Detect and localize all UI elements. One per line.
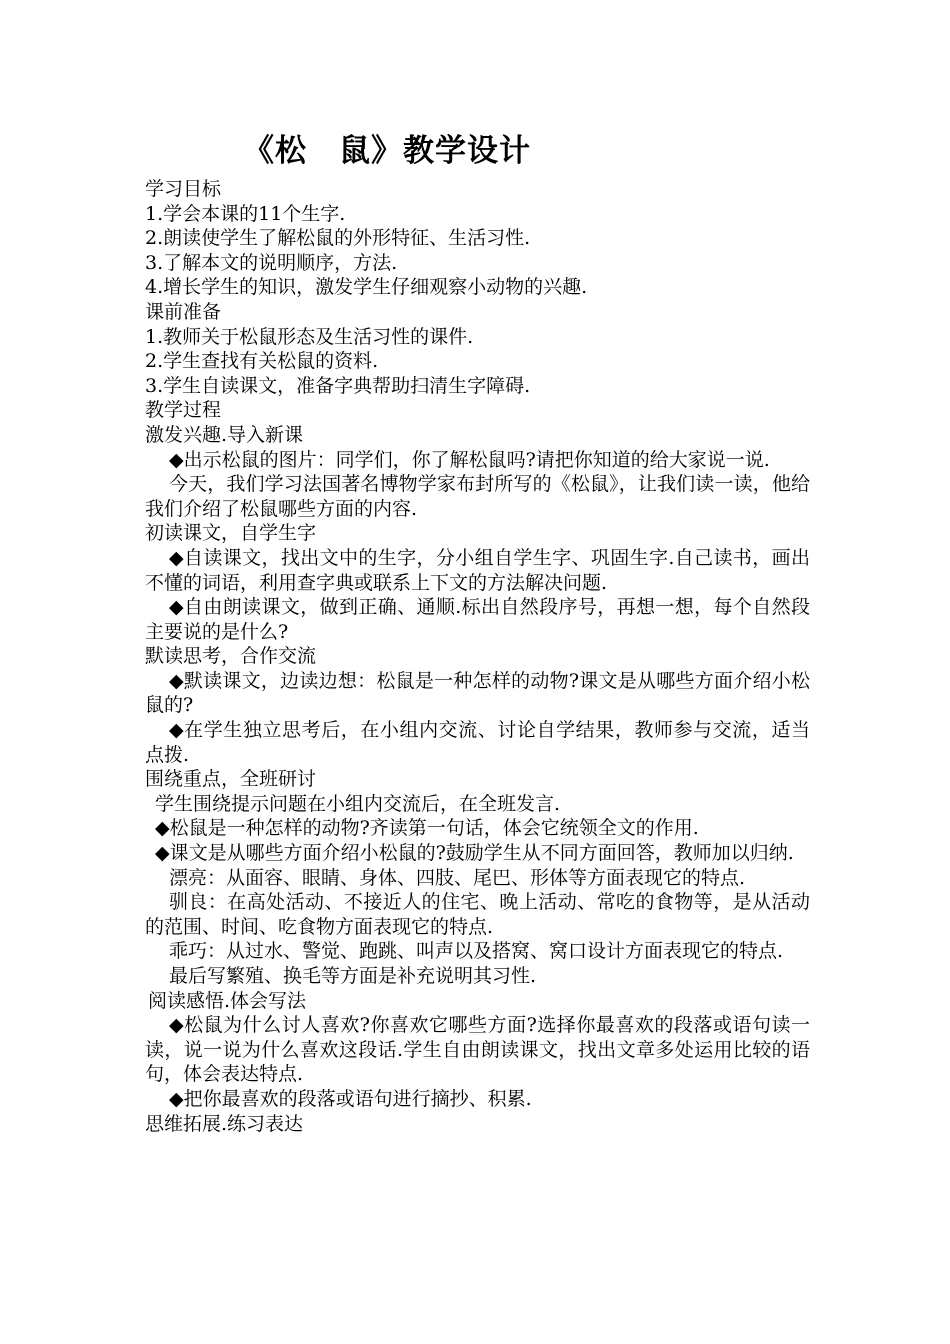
- section-heading-preparation: 课前准备: [145, 300, 222, 323]
- paragraph: 驯良：在高处活动、不接近人的住宅、晚上活动、常吃的食物等，是从活动的范围、时间、吃食物方面表现它的特点.: [145, 891, 810, 938]
- list-item: 2.学生查找有关松鼠的资料.: [145, 350, 379, 373]
- paragraph: ◆松鼠是一种怎样的动物?齐读第一句话，体会它统领全文的作用.: [155, 817, 699, 840]
- paragraph: 学生围绕提示问题在小组内交流后，在全班发言.: [155, 792, 561, 815]
- paragraph: 漂亮：从面容、眼睛、身体、四肢、尾巴、形体等方面表现它的特点.: [169, 866, 746, 889]
- paragraph: ◆在学生独立思考后，在小组内交流、讨论自学结果，教师参与交流，适当点拨.: [145, 719, 810, 766]
- paragraph: ◆课文是从哪些方面介绍小松鼠的?鼓励学生从不同方面回答，教师加以归纳.: [155, 842, 794, 865]
- list-item: 3.了解本文的说明顺序，方法.: [145, 251, 398, 274]
- section-heading-extension: 思维拓展.练习表达: [145, 1112, 304, 1135]
- paragraph: ◆出示松鼠的图片：同学们，你了解松鼠吗?请把你知道的给大家说一说.: [169, 448, 770, 471]
- paragraph: 最后写繁殖、换毛等方面是补充说明其习性.: [169, 965, 537, 987]
- paragraph: 今天，我们学习法国著名博物学家布封所写的《松鼠》，让我们读一读，他给我们介绍了松鼠哪些方面的内容.: [145, 473, 810, 520]
- section-heading-silent-reading: 默读思考，合作交流: [145, 645, 317, 668]
- section-heading-reading-insight: 阅读感悟.体会写法: [148, 989, 307, 1012]
- paragraph: ◆默读课文，边读边想：松鼠是一种怎样的动物?课文是从哪些方面介绍小松鼠的?: [145, 669, 810, 717]
- paragraph: ◆自由朗读课文，做到正确、通顺.标出自然段序号，再想一想，每个自然段主要说的是什么?: [145, 596, 810, 643]
- paragraph: ◆把你最喜欢的段落或语句进行摘抄、积累.: [169, 1087, 532, 1110]
- document-title: 《松 鼠》教学设计: [243, 133, 531, 169]
- section-heading-intro: 激发兴趣.导入新课: [145, 423, 304, 446]
- paragraph: ◆自读课文，找出文中的生字，分小组自学生字、巩固生字.自己读书，画出不懂的词语，利用查字典或联系上下文的方法解决问题.: [145, 546, 810, 594]
- list-item: 3.学生自读课文，准备字典帮助扫清生字障碍.: [145, 374, 531, 397]
- paragraph: ◆松鼠为什么讨人喜欢?你喜欢它哪些方面?选择你最喜欢的段落或语句读一读，说一说为什么喜欢这段话.学生自由朗读课文，找出文章多处运用比较的语句，体会表达特点.: [145, 1014, 810, 1086]
- section-heading-first-reading: 初读课文，自学生字: [145, 522, 317, 545]
- list-item: 4.增长学生的知识，激发学生仔细观察小动物的兴趣.: [145, 276, 588, 299]
- list-item: 2.朗读使学生了解松鼠的外形特征、生活习性.: [145, 227, 531, 250]
- section-heading-learning-goals: 学习目标: [145, 178, 222, 200]
- list-item: 1.学会本课的11个生字.: [145, 202, 346, 225]
- paragraph: 乖巧：从过水、警觉、跑跳、叫声以及搭窝、窝口设计方面表现它的特点.: [169, 940, 784, 963]
- list-item: 1.教师关于松鼠形态及生活习性的课件.: [145, 325, 474, 348]
- section-heading-class-discussion: 围绕重点，全班研讨: [145, 768, 317, 791]
- section-heading-teaching-process: 教学过程: [145, 399, 222, 422]
- document-page: [145, 125, 810, 1136]
